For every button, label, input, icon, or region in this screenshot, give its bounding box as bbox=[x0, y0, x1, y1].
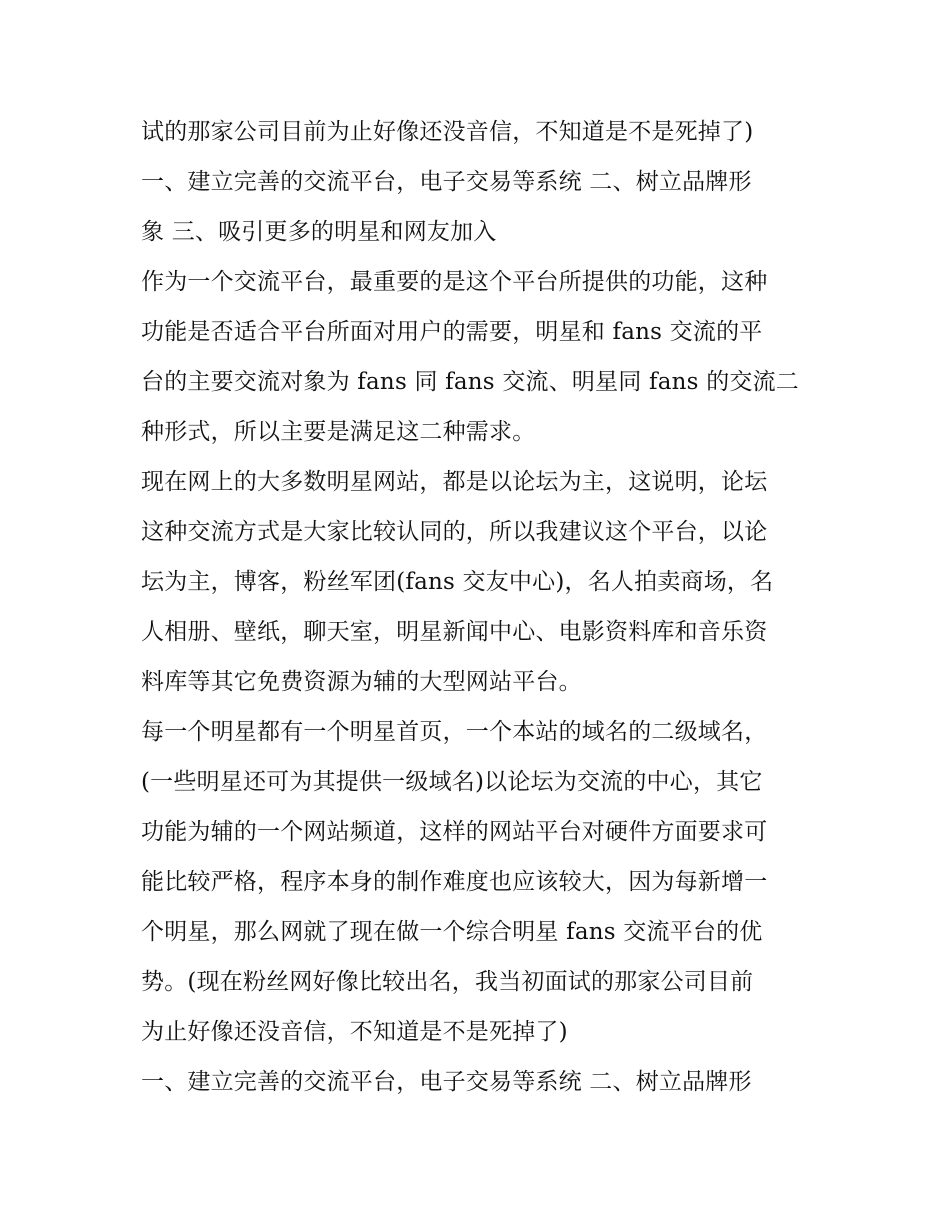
text-line: 料库等其它免费资源为辅的大型网站平台。 bbox=[141, 669, 582, 695]
document-body bbox=[141, 107, 821, 1107]
text-line: 这种交流方式是大家比较认同的，所以我建议这个平台，以论 bbox=[141, 519, 768, 545]
text-line: 坛为主，博客，粉丝军团(fans 交友中心)，名人拍卖商场，名 bbox=[141, 569, 774, 595]
text-line: 象 三、吸引更多的明星和网友加入 bbox=[141, 219, 497, 245]
text-line: 能比较严格，程序本身的制作难度也应该较大，因为每新增一 bbox=[141, 869, 768, 895]
text-line: 人相册、壁纸，聊天室，明星新闻中心、电影资料库和音乐资 bbox=[141, 619, 768, 645]
text-line: 台的主要交流对象为 fans 同 fans 交流、明星同 fans 的交流二 bbox=[141, 369, 799, 395]
text-line: 为止好像还没音信，不知道是不是死掉了) bbox=[141, 1019, 568, 1045]
text-line: 一、建立完善的交流平台，电子交易等系统 二、树立品牌形 bbox=[141, 169, 752, 195]
text-line: 功能为辅的一个网站频道，这样的网站平台对硬件方面要求可 bbox=[141, 819, 768, 845]
text-line: 种形式，所以主要是满足这二种需求。 bbox=[141, 419, 536, 445]
text-line: 势。(现在粉丝网好像比较出名，我当初面试的那家公司目前 bbox=[141, 969, 754, 995]
text-line: 试的那家公司目前为止好像还没音信，不知道是不是死掉了) bbox=[141, 119, 754, 145]
text-line: 一、建立完善的交流平台，电子交易等系统 二、树立品牌形 bbox=[141, 1069, 752, 1095]
text-line: 每一个明星都有一个明星首页，一个本站的域名的二级域名， bbox=[141, 719, 768, 745]
text-line: 现在网上的大多数明星网站，都是以论坛为主，这说明，论坛 bbox=[141, 469, 768, 495]
text-line: 作为一个交流平台，最重要的是这个平台所提供的功能，这种 bbox=[141, 269, 768, 295]
text-line: 个明星，那么网就了现在做一个综合明星 fans 交流平台的优 bbox=[141, 919, 763, 945]
text-line: (一些明星还可为其提供一级域名)以论坛为交流的中心，其它 bbox=[141, 769, 763, 795]
text-line: 功能是否适合平台所面对用户的需要，明星和 fans 交流的平 bbox=[141, 319, 763, 345]
